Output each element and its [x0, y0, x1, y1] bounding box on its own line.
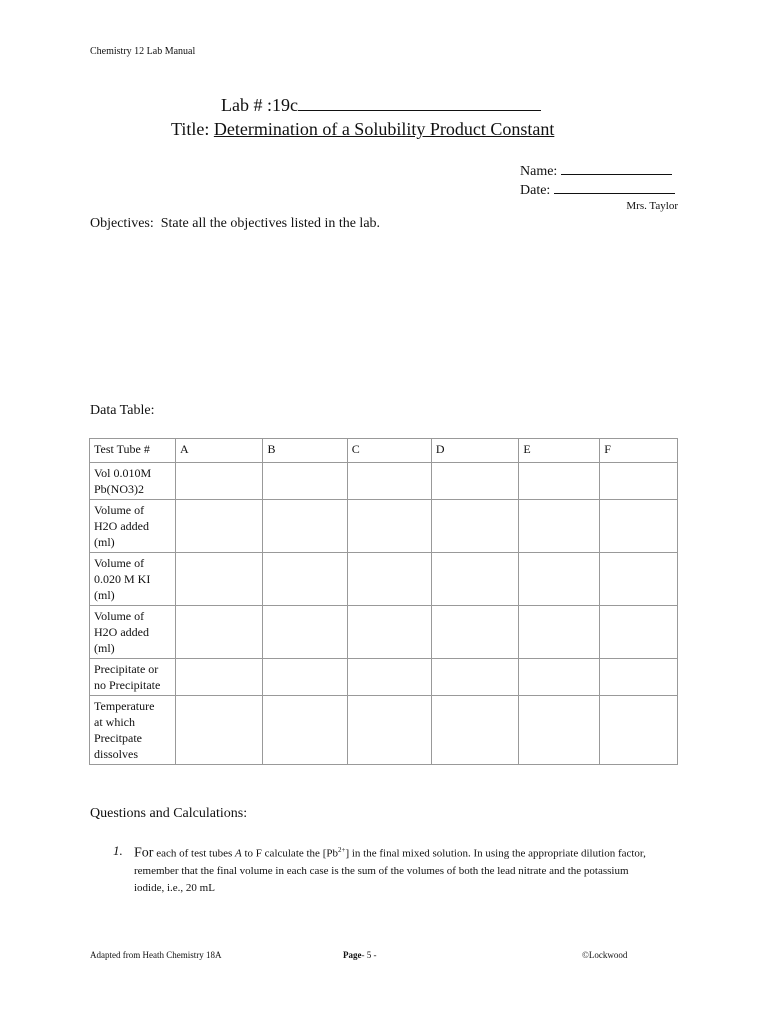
question-1-part2: to F calculate the [Pb: [241, 847, 338, 860]
question-1-part1: each of test tubes: [153, 847, 236, 860]
question-1-number: 1.: [113, 843, 123, 858]
table-cell[interactable]: [176, 553, 263, 606]
title-text: Determination of a Solubility Product Constant: [213, 119, 555, 139]
table-cell[interactable]: [263, 553, 347, 606]
question-1-lead: For: [134, 845, 154, 861]
date-field: [520, 181, 675, 199]
table-cell[interactable]: [600, 659, 678, 696]
question-1-a: A: [235, 847, 242, 860]
name-label: Name:: [520, 164, 558, 179]
table-cell[interactable]: [347, 553, 431, 606]
data-table: [89, 438, 678, 765]
question-1-sup: 2+: [337, 846, 346, 854]
row-label-line: Volume of: [94, 556, 145, 570]
table-cell[interactable]: [176, 463, 263, 500]
table-cell[interactable]: [600, 463, 678, 500]
data-table-body: [90, 439, 678, 765]
table-cell[interactable]: [519, 553, 600, 606]
table-cell[interactable]: [347, 659, 431, 696]
row-label-line: (ml): [94, 588, 115, 602]
row-label-line: dissolves: [94, 747, 139, 761]
title-label: Title:: [171, 119, 210, 139]
table-header-cell: B: [263, 439, 347, 463]
row-label: [90, 553, 176, 606]
table-cell[interactable]: [431, 553, 518, 606]
lab-number-blank: [298, 94, 541, 111]
table-cell[interactable]: [263, 696, 347, 765]
row-label: [90, 659, 176, 696]
table-header-cell: Test Tube #: [90, 439, 176, 463]
table-cell[interactable]: [176, 500, 263, 553]
table-cell[interactable]: [600, 606, 678, 659]
table-row: [90, 463, 678, 500]
row-label: [90, 463, 176, 500]
table-row: [90, 696, 678, 765]
date-label: Date:: [520, 183, 551, 198]
table-row: [90, 553, 678, 606]
table-row: [90, 500, 678, 553]
table-header-cell: F: [600, 439, 678, 463]
footer-copyright: ©Lockwood: [582, 950, 628, 960]
name-blank: [561, 162, 672, 175]
table-cell[interactable]: [347, 696, 431, 765]
table-cell[interactable]: [347, 463, 431, 500]
row-label-line: Volume of: [94, 609, 145, 623]
lab-title: [171, 119, 554, 140]
table-cell[interactable]: [263, 659, 347, 696]
table-cell[interactable]: [263, 500, 347, 553]
question-1-part3: ] in the final mixed solution. In using the appropriate dilution factor, remember that the final volume in each case is the sum of the volumes of both the lead nitrate and the potassium iodide, i.e., 20 mL: [134, 847, 646, 894]
table-cell[interactable]: [519, 606, 600, 659]
table-cell[interactable]: [431, 463, 518, 500]
table-cell[interactable]: [431, 606, 518, 659]
row-label-line: H2O added: [94, 625, 149, 639]
table-header-cell: E: [519, 439, 600, 463]
footer-source: Adapted from Heath Chemistry 18A: [90, 950, 222, 960]
row-label-line: Volume of: [94, 503, 145, 517]
row-label-line: Precitpate: [94, 731, 142, 745]
table-cell[interactable]: [263, 606, 347, 659]
table-cell[interactable]: [519, 500, 600, 553]
page-header: Chemistry 12 Lab Manual: [90, 46, 196, 57]
table-header-cell: D: [431, 439, 518, 463]
table-cell[interactable]: [176, 606, 263, 659]
date-blank: [554, 181, 675, 194]
row-label-line: H2O added: [94, 519, 149, 533]
name-field: [520, 162, 672, 180]
footer-page: [343, 950, 377, 960]
table-cell[interactable]: [519, 463, 600, 500]
table-cell[interactable]: [519, 696, 600, 765]
table-cell[interactable]: [347, 606, 431, 659]
table-row: [90, 606, 678, 659]
table-cell[interactable]: [600, 553, 678, 606]
table-header-row: [90, 439, 678, 463]
table-cell[interactable]: [263, 463, 347, 500]
row-label-line: Temperature: [94, 699, 155, 713]
footer-page-prefix: Page: [343, 950, 362, 960]
lab-number: [221, 94, 541, 116]
row-label-line: no Precipitate: [94, 678, 161, 692]
table-cell[interactable]: [176, 659, 263, 696]
row-label: [90, 500, 176, 553]
teacher-name: Mrs. Taylor: [626, 200, 678, 212]
footer-page-number: - 5 -: [361, 950, 377, 960]
row-label-line: 0.020 M KI: [94, 572, 151, 586]
questions-heading: Questions and Calculations:: [90, 806, 248, 821]
table-cell[interactable]: [519, 659, 600, 696]
row-label-line: Vol 0.010M: [94, 466, 152, 480]
data-table-label: Data Table:: [90, 403, 155, 418]
table-cell[interactable]: [600, 696, 678, 765]
table-cell[interactable]: [347, 500, 431, 553]
row-label-line: Pb(NO3)2: [94, 482, 144, 496]
table-cell[interactable]: [431, 696, 518, 765]
row-label-line: Precipitate or: [94, 662, 159, 676]
table-header-cell: A: [176, 439, 263, 463]
row-label-line: at which: [94, 715, 135, 729]
row-label-line: (ml): [94, 535, 115, 549]
table-cell[interactable]: [600, 500, 678, 553]
row-label-line: (ml): [94, 641, 115, 655]
table-cell[interactable]: [431, 659, 518, 696]
row-label: [90, 696, 176, 765]
table-cell[interactable]: [431, 500, 518, 553]
table-cell[interactable]: [176, 696, 263, 765]
lab-number-text: Lab # :19c: [221, 95, 298, 115]
table-header-cell: C: [347, 439, 431, 463]
objectives: Objectives: State all the objectives listed in the lab.: [90, 216, 381, 231]
table-row: [90, 659, 678, 696]
question-1-text: [134, 842, 654, 897]
row-label: [90, 606, 176, 659]
